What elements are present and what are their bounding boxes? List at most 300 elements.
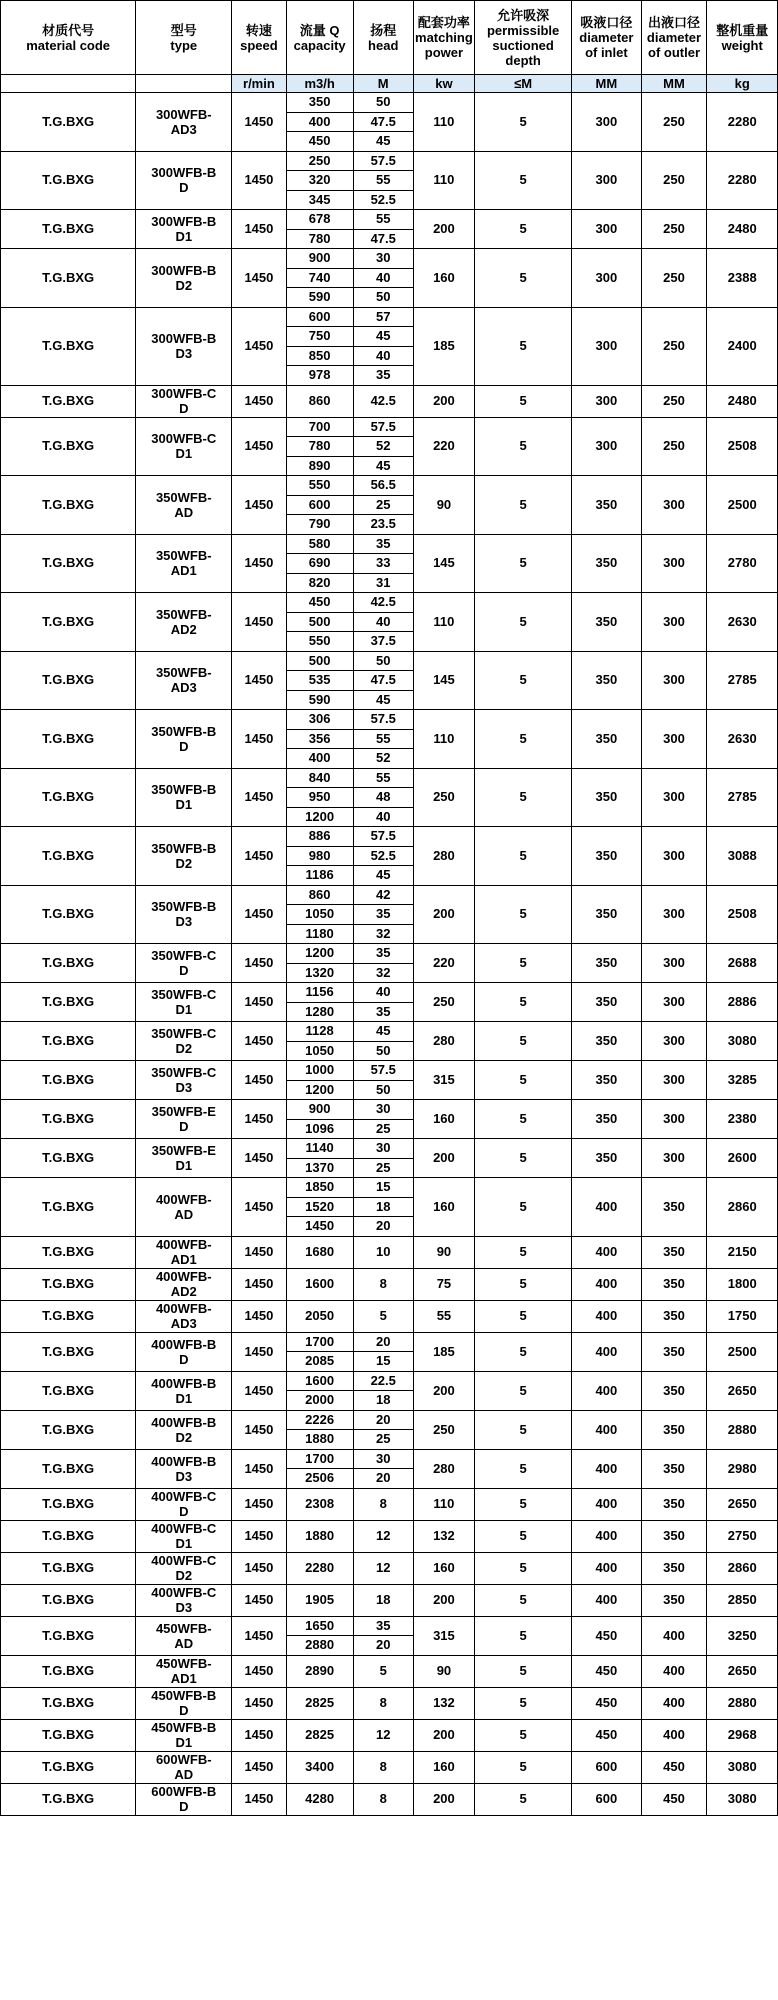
cell-type: 350WFB-B D3 (136, 885, 232, 944)
unit-power: kw (413, 75, 474, 93)
unit-row (1, 75, 778, 93)
cell-inlet: 450 (572, 1616, 641, 1655)
cell-capacity: 400 (286, 749, 353, 769)
cell-depth: 5 (475, 983, 572, 1022)
cell-power: 280 (413, 1449, 474, 1488)
cell-weight: 2400 (707, 307, 778, 385)
cell-weight: 2508 (707, 417, 778, 476)
table-row (1, 307, 778, 327)
cell-material-code: T.G.BXG (1, 1236, 136, 1268)
cell-head: 57 (353, 307, 413, 327)
cell-material-code: T.G.BXG (1, 885, 136, 944)
cell-capacity: 900 (286, 1100, 353, 1120)
cell-inlet: 450 (572, 1719, 641, 1751)
cell-inlet: 400 (572, 1410, 641, 1449)
cell-head: 40 (353, 983, 413, 1003)
cell-head: 20 (353, 1469, 413, 1489)
cell-material-code: T.G.BXG (1, 534, 136, 593)
cell-capacity: 860 (286, 885, 353, 905)
cell-power: 160 (413, 1100, 474, 1139)
cell-head: 23.5 (353, 515, 413, 535)
cell-outlet: 350 (641, 1584, 707, 1616)
cell-head: 40 (353, 346, 413, 366)
cell-inlet: 350 (572, 1061, 641, 1100)
cell-material-code: T.G.BXG (1, 651, 136, 710)
cell-head: 18 (353, 1197, 413, 1217)
cell-type: 350WFB-C D3 (136, 1061, 232, 1100)
cell-power: 55 (413, 1300, 474, 1332)
cell-capacity: 1186 (286, 866, 353, 886)
cell-head: 8 (353, 1783, 413, 1815)
cell-weight: 2750 (707, 1520, 778, 1552)
table-row (1, 827, 778, 847)
cell-weight: 2860 (707, 1178, 778, 1237)
cell-speed: 1450 (232, 1552, 286, 1584)
cell-speed: 1450 (232, 307, 286, 385)
cell-depth: 5 (475, 1552, 572, 1584)
cell-power: 200 (413, 1139, 474, 1178)
cell-type: 350WFB- AD2 (136, 593, 232, 652)
cell-capacity: 320 (286, 171, 353, 191)
cell-speed: 1450 (232, 1783, 286, 1815)
cell-capacity: 2308 (286, 1488, 353, 1520)
cell-inlet: 400 (572, 1371, 641, 1410)
cell-outlet: 350 (641, 1371, 707, 1410)
cell-head: 30 (353, 1449, 413, 1469)
cell-speed: 1450 (232, 1616, 286, 1655)
cell-outlet: 350 (641, 1268, 707, 1300)
cell-power: 200 (413, 1371, 474, 1410)
cell-type: 400WFB-B D (136, 1332, 232, 1371)
cell-type: 300WFB-B D3 (136, 307, 232, 385)
cell-power: 220 (413, 944, 474, 983)
cell-head: 55 (353, 210, 413, 230)
cell-weight: 2280 (707, 151, 778, 210)
cell-capacity: 1050 (286, 905, 353, 925)
cell-material-code: T.G.BXG (1, 1584, 136, 1616)
cell-speed: 1450 (232, 885, 286, 944)
header-depth: 允许吸深 permissible suctioned depth (475, 1, 572, 75)
cell-type: 450WFB- AD (136, 1616, 232, 1655)
cell-head: 15 (353, 1178, 413, 1198)
cell-power: 200 (413, 885, 474, 944)
table-row (1, 1584, 778, 1616)
table-row (1, 944, 778, 964)
cell-material-code: T.G.BXG (1, 1178, 136, 1237)
cell-capacity: 1600 (286, 1371, 353, 1391)
cell-material-code: T.G.BXG (1, 1371, 136, 1410)
cell-head: 47.5 (353, 671, 413, 691)
cell-head: 25 (353, 1119, 413, 1139)
cell-weight: 3080 (707, 1751, 778, 1783)
cell-capacity: 1200 (286, 1080, 353, 1100)
cell-capacity: 1156 (286, 983, 353, 1003)
cell-inlet: 400 (572, 1552, 641, 1584)
table-row (1, 249, 778, 269)
cell-type: 400WFB-B D2 (136, 1410, 232, 1449)
cell-inlet: 300 (572, 307, 641, 385)
cell-material-code: T.G.BXG (1, 1655, 136, 1687)
cell-type: 400WFB- AD3 (136, 1300, 232, 1332)
cell-capacity: 980 (286, 846, 353, 866)
cell-capacity: 1450 (286, 1217, 353, 1237)
cell-outlet: 300 (641, 593, 707, 652)
cell-depth: 5 (475, 210, 572, 249)
cell-head: 50 (353, 1080, 413, 1100)
cell-speed: 1450 (232, 151, 286, 210)
cell-type: 350WFB-C D (136, 944, 232, 983)
cell-inlet: 350 (572, 983, 641, 1022)
cell-speed: 1450 (232, 1268, 286, 1300)
cell-head: 35 (353, 905, 413, 925)
cell-capacity: 1880 (286, 1520, 353, 1552)
cell-head: 52.5 (353, 190, 413, 210)
cell-head: 5 (353, 1655, 413, 1687)
cell-capacity: 1700 (286, 1449, 353, 1469)
cell-weight: 3080 (707, 1783, 778, 1815)
cell-power: 250 (413, 768, 474, 827)
cell-capacity: 860 (286, 385, 353, 417)
cell-head: 12 (353, 1552, 413, 1584)
header-material-code: 材质代号 material code (1, 1, 136, 75)
cell-material-code: T.G.BXG (1, 151, 136, 210)
cell-inlet: 400 (572, 1520, 641, 1552)
cell-weight: 2500 (707, 1332, 778, 1371)
cell-outlet: 300 (641, 1100, 707, 1139)
cell-material-code: T.G.BXG (1, 417, 136, 476)
cell-weight: 3285 (707, 1061, 778, 1100)
cell-inlet: 350 (572, 1100, 641, 1139)
cell-head: 52.5 (353, 846, 413, 866)
cell-head: 32 (353, 924, 413, 944)
cell-capacity: 690 (286, 554, 353, 574)
table-row (1, 476, 778, 496)
cell-outlet: 350 (641, 1410, 707, 1449)
cell-head: 25 (353, 1430, 413, 1450)
cell-type: 350WFB-C D2 (136, 1022, 232, 1061)
cell-type: 350WFB-E D1 (136, 1139, 232, 1178)
cell-head: 25 (353, 1158, 413, 1178)
cell-weight: 2785 (707, 768, 778, 827)
cell-inlet: 600 (572, 1751, 641, 1783)
cell-speed: 1450 (232, 1100, 286, 1139)
cell-depth: 5 (475, 249, 572, 308)
cell-head: 45 (353, 1022, 413, 1042)
cell-material-code: T.G.BXG (1, 249, 136, 308)
cell-head: 22.5 (353, 1371, 413, 1391)
cell-capacity: 2825 (286, 1719, 353, 1751)
cell-power: 90 (413, 476, 474, 535)
cell-head: 42.5 (353, 593, 413, 613)
cell-depth: 5 (475, 593, 572, 652)
cell-capacity: 2506 (286, 1469, 353, 1489)
cell-depth: 5 (475, 1655, 572, 1687)
cell-head: 35 (353, 366, 413, 386)
cell-head: 8 (353, 1268, 413, 1300)
header-power: 配套功率 matching power (413, 1, 474, 75)
cell-depth: 5 (475, 476, 572, 535)
cell-depth: 5 (475, 1178, 572, 1237)
cell-weight: 2630 (707, 593, 778, 652)
header-speed: 转速 speed (232, 1, 286, 75)
cell-capacity: 780 (286, 437, 353, 457)
cell-speed: 1450 (232, 944, 286, 983)
header-capacity: 流量 Q capacity (286, 1, 353, 75)
cell-depth: 5 (475, 651, 572, 710)
cell-outlet: 300 (641, 768, 707, 827)
cell-capacity: 1600 (286, 1268, 353, 1300)
cell-weight: 2630 (707, 710, 778, 769)
cell-head: 45 (353, 866, 413, 886)
cell-capacity: 2226 (286, 1410, 353, 1430)
cell-type: 350WFB-E D (136, 1100, 232, 1139)
table-row (1, 417, 778, 437)
cell-material-code: T.G.BXG (1, 710, 136, 769)
cell-outlet: 350 (641, 1552, 707, 1584)
cell-weight: 2860 (707, 1552, 778, 1584)
cell-head: 12 (353, 1719, 413, 1751)
cell-weight: 2150 (707, 1236, 778, 1268)
cell-material-code: T.G.BXG (1, 210, 136, 249)
cell-type: 300WFB-C D (136, 385, 232, 417)
cell-capacity: 1680 (286, 1236, 353, 1268)
cell-power: 250 (413, 983, 474, 1022)
cell-speed: 1450 (232, 1236, 286, 1268)
cell-type: 300WFB-C D1 (136, 417, 232, 476)
cell-capacity: 356 (286, 729, 353, 749)
cell-head: 30 (353, 1139, 413, 1159)
cell-type: 350WFB-C D1 (136, 983, 232, 1022)
cell-inlet: 450 (572, 1687, 641, 1719)
cell-inlet: 400 (572, 1236, 641, 1268)
cell-material-code: T.G.BXG (1, 1783, 136, 1815)
cell-material-code: T.G.BXG (1, 1751, 136, 1783)
cell-speed: 1450 (232, 534, 286, 593)
cell-inlet: 300 (572, 210, 641, 249)
cell-inlet: 350 (572, 593, 641, 652)
cell-type: 600WFB-B D (136, 1783, 232, 1815)
cell-speed: 1450 (232, 1520, 286, 1552)
cell-weight: 2388 (707, 249, 778, 308)
cell-power: 185 (413, 307, 474, 385)
cell-capacity: 750 (286, 327, 353, 347)
cell-depth: 5 (475, 93, 572, 152)
cell-inlet: 400 (572, 1332, 641, 1371)
cell-capacity: 1370 (286, 1158, 353, 1178)
cell-capacity: 1200 (286, 807, 353, 827)
cell-material-code: T.G.BXG (1, 385, 136, 417)
cell-capacity: 600 (286, 495, 353, 515)
cell-outlet: 350 (641, 1488, 707, 1520)
table-row (1, 983, 778, 1003)
cell-type: 400WFB-C D1 (136, 1520, 232, 1552)
cell-capacity: 535 (286, 671, 353, 691)
cell-type: 350WFB- AD (136, 476, 232, 535)
cell-inlet: 400 (572, 1449, 641, 1488)
cell-head: 47.5 (353, 229, 413, 249)
table-row (1, 385, 778, 417)
table-row (1, 1751, 778, 1783)
cell-material-code: T.G.BXG (1, 1061, 136, 1100)
cell-capacity: 1280 (286, 1002, 353, 1022)
cell-inlet: 350 (572, 651, 641, 710)
cell-head: 32 (353, 963, 413, 983)
cell-capacity: 450 (286, 593, 353, 613)
cell-capacity: 1520 (286, 1197, 353, 1217)
cell-head: 35 (353, 944, 413, 964)
cell-type: 400WFB- AD2 (136, 1268, 232, 1300)
cell-type: 450WFB- AD1 (136, 1655, 232, 1687)
cell-power: 110 (413, 593, 474, 652)
cell-type: 600WFB- AD (136, 1751, 232, 1783)
cell-depth: 5 (475, 1719, 572, 1751)
cell-depth: 5 (475, 1061, 572, 1100)
cell-weight: 2850 (707, 1584, 778, 1616)
cell-speed: 1450 (232, 1687, 286, 1719)
cell-inlet: 400 (572, 1300, 641, 1332)
cell-head: 50 (353, 288, 413, 308)
cell-weight: 2508 (707, 885, 778, 944)
table-row (1, 1236, 778, 1268)
cell-capacity: 2085 (286, 1352, 353, 1372)
cell-outlet: 400 (641, 1655, 707, 1687)
cell-head: 45 (353, 327, 413, 347)
cell-depth: 5 (475, 1584, 572, 1616)
cell-power: 200 (413, 1719, 474, 1751)
cell-outlet: 350 (641, 1332, 707, 1371)
cell-depth: 5 (475, 1139, 572, 1178)
cell-outlet: 300 (641, 651, 707, 710)
cell-power: 132 (413, 1687, 474, 1719)
cell-head: 20 (353, 1217, 413, 1237)
cell-capacity: 590 (286, 288, 353, 308)
cell-outlet: 400 (641, 1616, 707, 1655)
cell-outlet: 450 (641, 1751, 707, 1783)
cell-outlet: 300 (641, 476, 707, 535)
cell-weight: 2886 (707, 983, 778, 1022)
table-row (1, 210, 778, 230)
cell-weight: 2880 (707, 1410, 778, 1449)
cell-power: 160 (413, 249, 474, 308)
cell-head: 45 (353, 690, 413, 710)
cell-type: 300WFB-B D2 (136, 249, 232, 308)
cell-material-code: T.G.BXG (1, 1488, 136, 1520)
table-row (1, 1100, 778, 1120)
cell-capacity: 1128 (286, 1022, 353, 1042)
header-type: 型号 type (136, 1, 232, 75)
cell-weight: 2650 (707, 1371, 778, 1410)
cell-power: 185 (413, 1332, 474, 1371)
header-inlet: 吸液口径 diameter of inlet (572, 1, 641, 75)
cell-depth: 5 (475, 1236, 572, 1268)
cell-capacity: 590 (286, 690, 353, 710)
cell-capacity: 2880 (286, 1636, 353, 1656)
table-row (1, 1687, 778, 1719)
table-row (1, 651, 778, 671)
header-outlet: 出液口径 diameter of outler (641, 1, 707, 75)
cell-head: 40 (353, 807, 413, 827)
cell-outlet: 350 (641, 1236, 707, 1268)
cell-outlet: 350 (641, 1300, 707, 1332)
cell-depth: 5 (475, 1616, 572, 1655)
cell-power: 145 (413, 534, 474, 593)
cell-speed: 1450 (232, 1655, 286, 1687)
cell-material-code: T.G.BXG (1, 1449, 136, 1488)
cell-capacity: 740 (286, 268, 353, 288)
cell-capacity: 1850 (286, 1178, 353, 1198)
cell-depth: 5 (475, 385, 572, 417)
cell-head: 50 (353, 1041, 413, 1061)
table-row (1, 1616, 778, 1636)
table-row (1, 768, 778, 788)
table-row (1, 534, 778, 554)
cell-inlet: 400 (572, 1268, 641, 1300)
cell-material-code: T.G.BXG (1, 307, 136, 385)
cell-inlet: 350 (572, 768, 641, 827)
cell-type: 300WFB-B D (136, 151, 232, 210)
table-row (1, 151, 778, 171)
cell-inlet: 400 (572, 1178, 641, 1237)
cell-capacity: 1200 (286, 944, 353, 964)
table-row (1, 1371, 778, 1391)
cell-power: 315 (413, 1061, 474, 1100)
cell-head: 12 (353, 1520, 413, 1552)
cell-material-code: T.G.BXG (1, 983, 136, 1022)
cell-head: 30 (353, 249, 413, 269)
cell-capacity: 306 (286, 710, 353, 730)
cell-material-code: T.G.BXG (1, 944, 136, 983)
cell-material-code: T.G.BXG (1, 1616, 136, 1655)
cell-weight: 2880 (707, 1687, 778, 1719)
cell-material-code: T.G.BXG (1, 1687, 136, 1719)
table-row (1, 1268, 778, 1300)
cell-depth: 5 (475, 1332, 572, 1371)
cell-capacity: 790 (286, 515, 353, 535)
unit-blank-1 (1, 75, 136, 93)
cell-inlet: 350 (572, 1022, 641, 1061)
cell-power: 250 (413, 1410, 474, 1449)
cell-weight: 2780 (707, 534, 778, 593)
cell-inlet: 400 (572, 1488, 641, 1520)
cell-type: 400WFB-B D1 (136, 1371, 232, 1410)
cell-outlet: 300 (641, 827, 707, 886)
cell-depth: 5 (475, 1751, 572, 1783)
cell-inlet: 300 (572, 417, 641, 476)
cell-depth: 5 (475, 534, 572, 593)
cell-depth: 5 (475, 768, 572, 827)
cell-type: 400WFB-C D3 (136, 1584, 232, 1616)
cell-capacity: 550 (286, 476, 353, 496)
cell-weight: 2968 (707, 1719, 778, 1751)
cell-type: 300WFB-B D1 (136, 210, 232, 249)
cell-depth: 5 (475, 307, 572, 385)
cell-head: 8 (353, 1488, 413, 1520)
cell-speed: 1450 (232, 651, 286, 710)
cell-head: 20 (353, 1410, 413, 1430)
cell-head: 10 (353, 1236, 413, 1268)
cell-material-code: T.G.BXG (1, 1100, 136, 1139)
cell-depth: 5 (475, 1268, 572, 1300)
unit-head: M (353, 75, 413, 93)
cell-type: 400WFB- AD1 (136, 1236, 232, 1268)
unit-inlet: MM (572, 75, 641, 93)
cell-inlet: 600 (572, 1783, 641, 1815)
cell-depth: 5 (475, 1410, 572, 1449)
table-row (1, 1300, 778, 1332)
cell-head: 45 (353, 132, 413, 152)
cell-speed: 1450 (232, 1022, 286, 1061)
cell-capacity: 2280 (286, 1552, 353, 1584)
